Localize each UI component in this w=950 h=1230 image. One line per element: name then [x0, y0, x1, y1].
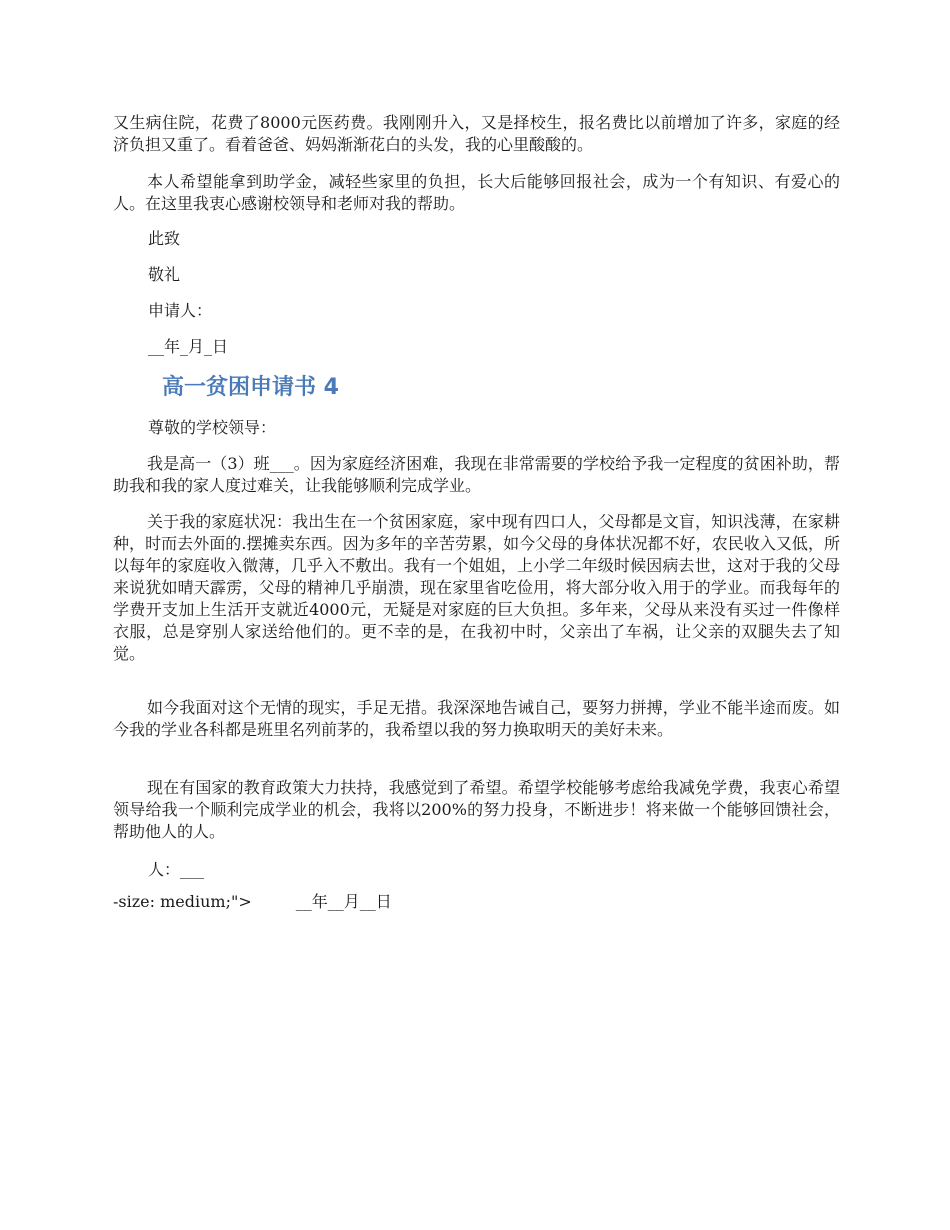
- applicant-label: 申请人：: [148, 301, 213, 320]
- date-line: __年_月_日: [148, 337, 229, 356]
- stray-markup-text: -size: medium;">: [113, 892, 252, 911]
- section-title: 高一贫困申请书 4: [162, 375, 339, 400]
- paragraph-hope: 本人希望能拿到助学金，减轻些家里的负担，长大后能够回报社会，成为一个有知识、有爱心的人。在这里我衷心感谢校领导和老师对我的帮助。: [113, 172, 840, 213]
- signature-line: 人：___: [148, 860, 205, 879]
- closing-cizhi: 此致: [148, 229, 181, 248]
- salutation: 尊敬的学校领导：: [148, 418, 277, 437]
- paragraph-determination: 如今我面对这个无情的现实，手足无措。我深深地告诫自己，要努力拼搏，学业不能半途而废。如今我的学业各科都是班里名列前茅的，我希望以我的努力换取明天的美好未来。: [113, 698, 840, 739]
- paragraph-intro: 我是高一（3）班___。因为家庭经济困难，我现在非常需要的学校给予我一定程度的贫困补助，帮助我和我的家人度过难关，让我能够顺利完成学业。: [113, 454, 840, 495]
- paragraph-medical-costs: 又生病住院，花费了8000元医药费。我刚刚升入，又是择校生，报名费比以前增加了许多，家庭的经济负担又重了。看着爸爸、妈妈渐渐花白的头发，我的心里酸酸的。: [113, 113, 840, 154]
- paragraph-request: 现在有国家的教育政策大力扶持，我感觉到了希望。希望学校能够考虑给我减免学费，我衷心希望领导给我一个顺利完成学业的机会，我将以200%的努力投身，不断进步！将来做一个能够回馈社会，帮助他人的人。: [113, 778, 840, 841]
- paragraph-family-situation: 关于我的家庭状况：我出生在一个贫困家庭，家中现有四口人，父母都是文盲，知识浅薄，在家耕种，时而去外面的.摆摊卖东西。因为多年的辛苦劳累，如今父母的身体状况都不好，农民收入又低，所以每年的家庭收入微薄，几乎入不敷出。我有一个姐姐，上小学二年级时候因病去世，这对于我的父母来说犹如晴天霹雳，父母的精神几乎崩溃，现在家里省吃俭用，将大部分收入用于的学业。而我每年的学费开支加上生活开支就近4000元，无疑是对家庭的巨大负担。多年来，父母从来没有买过一件像样衣服，总是穿别人家送给他们的。更不幸的是，在我初中时，父亲出了车祸，让父亲的双腿失去了知觉。: [113, 512, 840, 663]
- date-line-final: __年__月__日: [295, 892, 392, 911]
- stray-markup-line: [113, 891, 392, 913]
- closing-jingli: 敬礼: [148, 265, 181, 284]
